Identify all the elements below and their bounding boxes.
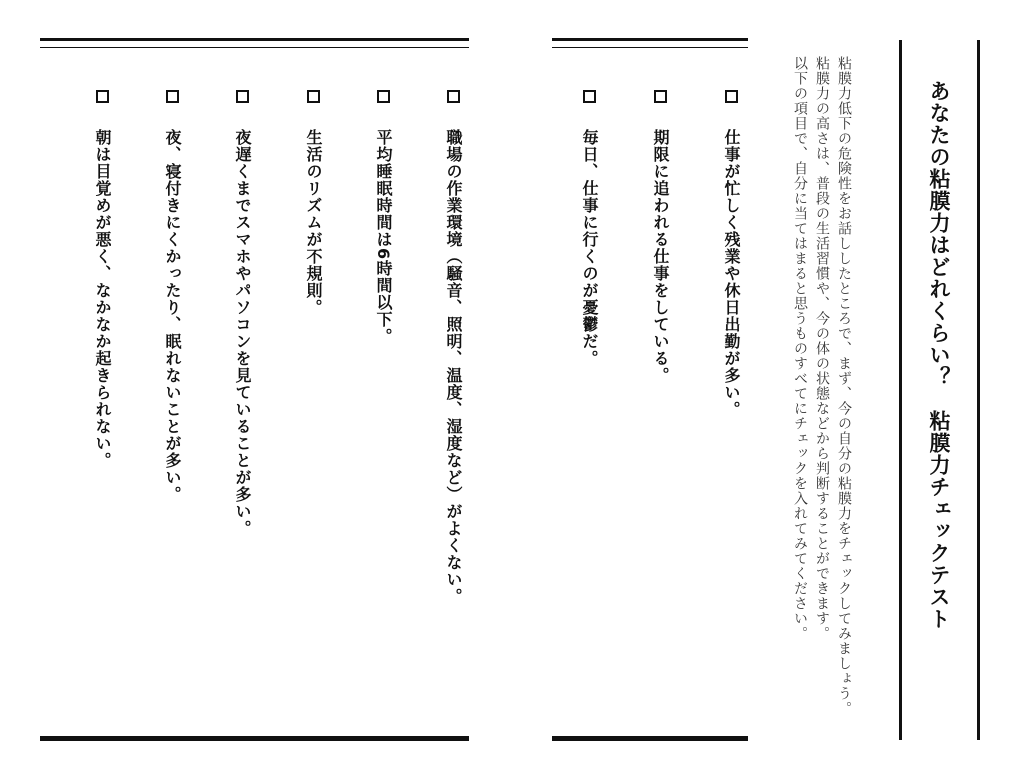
checklist-item-text: 朝は目覚めが悪く、なかなか起きられない。 bbox=[93, 129, 112, 469]
bottom-rule-right bbox=[552, 736, 748, 741]
checkbox[interactable] bbox=[307, 90, 320, 103]
checklist-item-text: 職場の作業環境（騒音、照明、温度、湿度など）がよくない。 bbox=[444, 129, 463, 605]
top-rule-left bbox=[40, 38, 469, 48]
checkbox[interactable] bbox=[96, 90, 109, 103]
checklist-item bbox=[230, 90, 254, 537]
checklist-item-text: 毎日、仕事に行くのが憂鬱だ。 bbox=[580, 129, 599, 367]
checklist-item bbox=[371, 90, 395, 345]
intro-line: 以下の項目で、自分に当てはまると思うものすべてにチェックを入れてみてください。 bbox=[792, 56, 808, 641]
checklist-item bbox=[648, 90, 672, 384]
bottom-rule-left bbox=[40, 736, 469, 741]
vertical-rule-right bbox=[977, 40, 980, 740]
checklist-item-text: 夜遅くまでスマホやパソコンを見ていることが多い。 bbox=[233, 129, 252, 537]
checklist-item-text: 生活のリズムが不規則。 bbox=[304, 129, 323, 316]
checklist-item bbox=[301, 90, 325, 316]
checkbox[interactable] bbox=[166, 90, 179, 103]
checklist-item bbox=[441, 90, 465, 605]
checklist-item-text: 期限に追われる仕事をしている。 bbox=[651, 129, 670, 384]
checkbox[interactable] bbox=[447, 90, 460, 103]
page-title: あなたの粘膜力はどれくらい？ 粘膜力チェックテスト bbox=[927, 80, 951, 630]
checklist-item bbox=[577, 90, 601, 367]
intro-line: 粘膜力の高さは、普段の生活習慣や、今の体の状態などから判断することができます。 bbox=[814, 56, 830, 641]
checklist-item-text: 仕事が忙しく残業や休日出勤が多い。 bbox=[722, 129, 741, 418]
top-rule-right bbox=[552, 38, 748, 48]
checklist-item bbox=[160, 90, 184, 503]
checkbox[interactable] bbox=[583, 90, 596, 103]
checkbox[interactable] bbox=[725, 90, 738, 103]
intro-line: 粘膜力低下の危険性をお話ししたところで、まず、今の自分の粘膜力をチェックしてみましょう。 bbox=[836, 56, 852, 716]
checklist-item bbox=[719, 90, 743, 418]
intro-paragraph bbox=[789, 56, 855, 716]
checkbox[interactable] bbox=[377, 90, 390, 103]
checklist-item-text: 夜、寝付きにくかったり、眠れないことが多い。 bbox=[163, 129, 182, 503]
checkbox[interactable] bbox=[654, 90, 667, 103]
vertical-rule-left bbox=[899, 40, 902, 740]
checklist-item-text: 平均睡眠時間は6時間以下。 bbox=[374, 129, 393, 346]
checklist-item bbox=[90, 90, 114, 469]
checkbox[interactable] bbox=[236, 90, 249, 103]
